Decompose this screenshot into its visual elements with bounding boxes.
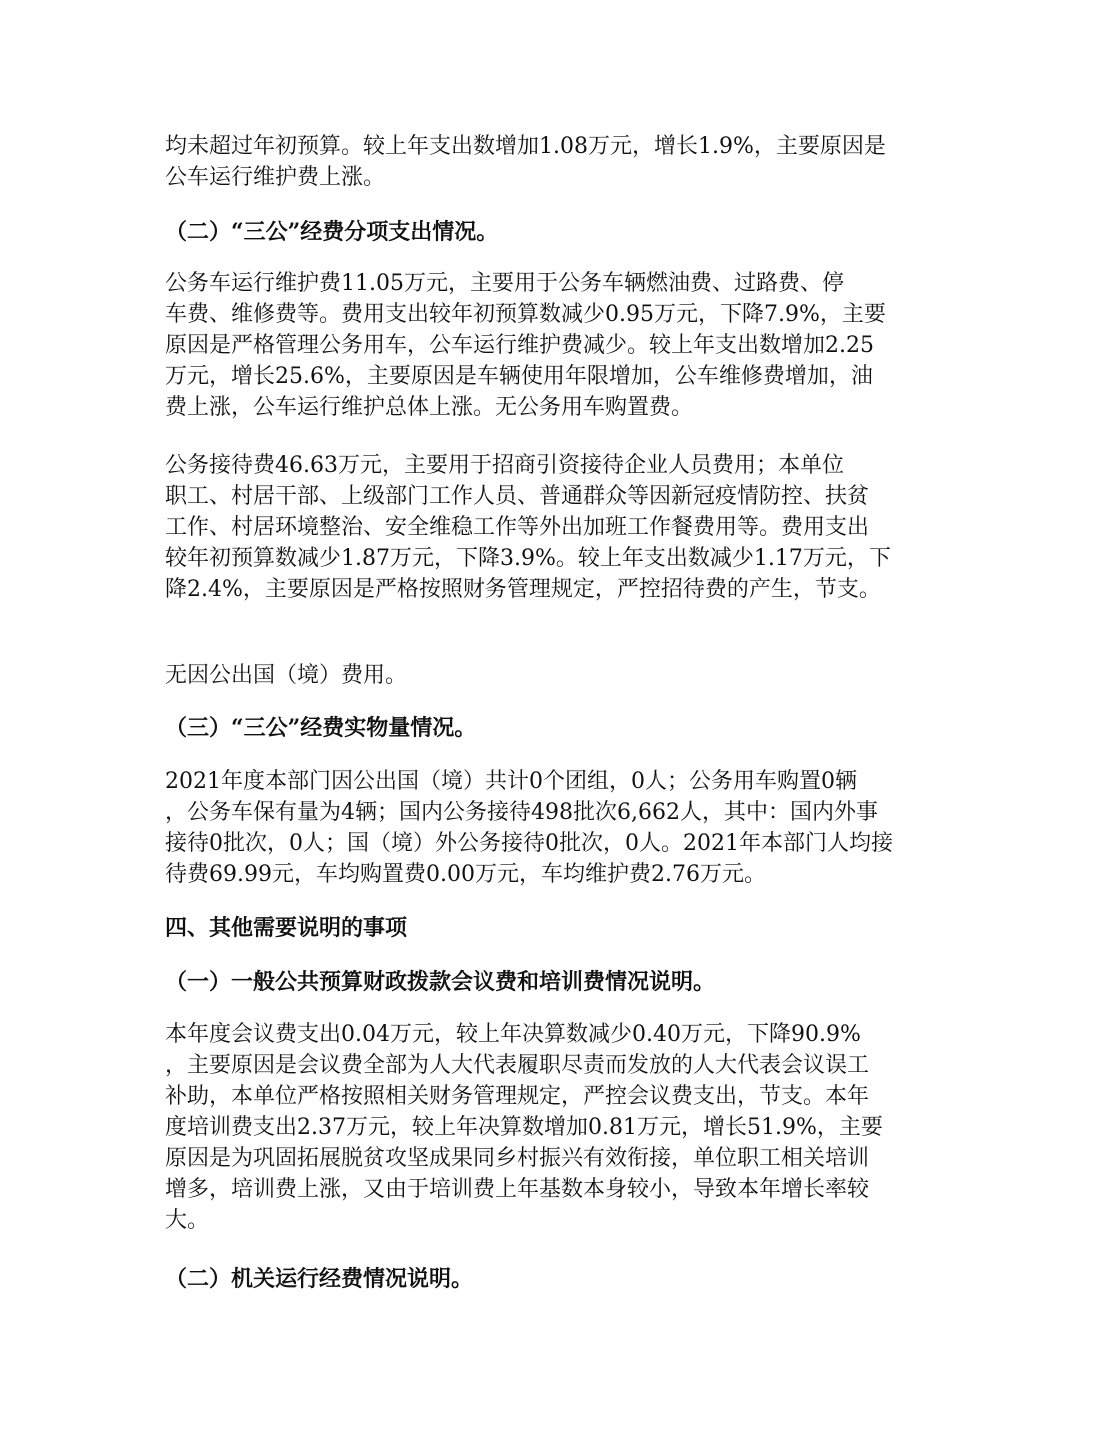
text-line: 万元，增长25.6%，主要原因是车辆使用年限增加，公车维修费增加，油	[165, 364, 873, 389]
text-line: 职工、村居干部、上级部门工作人员、普通群众等因新冠疫情防控、扶贫	[165, 484, 870, 509]
text-line: ，公务车保有量为4辆；国内公务接待498批次6,662人，其中：国内外事	[165, 800, 878, 825]
text-line: 公车运行维护费上涨。	[165, 165, 386, 190]
text-line: ，主要原因是会议费全部为人大代表履职尽责而发放的人大代表会议误工	[165, 1053, 870, 1078]
text-line: 无因公出国（境）费用。	[165, 663, 408, 688]
paragraph-quantity-details	[165, 766, 945, 890]
paragraph-reception-expenses	[165, 450, 945, 605]
heading-text: （二）机关运行经费情况说明。	[165, 1266, 474, 1292]
text-line: 原因是严格管理公务用车，公车运行维护费减少。较上年支出数增加2.25	[165, 333, 874, 358]
text-line: 工作、村居环境整治、安全维稳工作等外出加班工作餐费用等。费用支出	[165, 515, 870, 540]
text-line: 费上涨，公车运行维护总体上涨。无公务用车购置费。	[165, 395, 694, 420]
text-line: 大。	[165, 1208, 210, 1233]
heading-operating-expenses	[165, 1264, 945, 1295]
heading-section-other-matters	[165, 913, 945, 944]
text-line: 增多，培训费上涨，又由于培训费上年基数本身较小，导致本年增长率较	[165, 1177, 870, 1202]
text-line: 较年初预算数减少1.87万元，下降3.9%。较上年支出数减少1.17万元，下	[165, 546, 891, 571]
heading-text: （一）一般公共预算财政拨款会议费和培训费情况说明。	[165, 969, 716, 995]
text-line: 本年度会议费支出0.04万元，较上年决算数减少0.40万元，下降90.9%	[165, 1022, 861, 1047]
text-line: 公务车运行维护费11.05万元，主要用于公务车辆燃油费、过路费、停	[165, 271, 844, 296]
text-line: 车费、维修费等。费用支出较年初预算数减少0.95万元，下降7.9%，主要	[165, 302, 886, 327]
heading-text: 四、其他需要说明的事项	[165, 915, 408, 941]
heading-text: （二）“三公”经费分项支出情况。	[165, 219, 499, 245]
heading-itemized-expenditure	[165, 217, 945, 248]
heading-physical-quantity	[165, 713, 945, 744]
text-line: 降2.4%，主要原因是严格按照财务管理规定，严控招待费的产生，节支。	[165, 577, 881, 602]
text-line: 待费69.99元，车均购置费0.00万元，车均维护费2.76万元。	[165, 862, 766, 887]
text-line: 度培训费支出2.37万元，较上年决算数增加0.81万元，增长51.9%，主要	[165, 1115, 883, 1140]
text-line: 原因是为巩固拓展脱贫攻坚成果同乡村振兴有效衔接，单位职工相关培训	[165, 1146, 870, 1171]
heading-text: （三）“三公”经费实物量情况。	[165, 715, 477, 741]
text-line: 公务接待费46.63万元，主要用于招商引资接待企业人员费用；本单位	[165, 453, 844, 478]
text-line: 接待0批次，0人；国（境）外公务接待0批次，0人。2021年本部门人均接	[165, 831, 893, 856]
paragraph-public-funds-summary	[165, 131, 945, 193]
paragraph-vehicle-maintenance	[165, 268, 945, 423]
text-line: 2021年度本部门因公出国（境）共计0个团组，0人；公务用车购置0辆	[165, 769, 857, 794]
heading-meeting-training-fees	[165, 967, 945, 998]
text-line: 补助，本单位严格按照相关财务管理规定，严控会议费支出，节支。本年	[165, 1084, 870, 1109]
paragraph-no-overseas-travel	[165, 660, 945, 691]
paragraph-meeting-training-details	[165, 1019, 945, 1236]
text-line: 均未超过年初预算。较上年支出数增加1.08万元，增长1.9%，主要原因是	[165, 134, 886, 159]
